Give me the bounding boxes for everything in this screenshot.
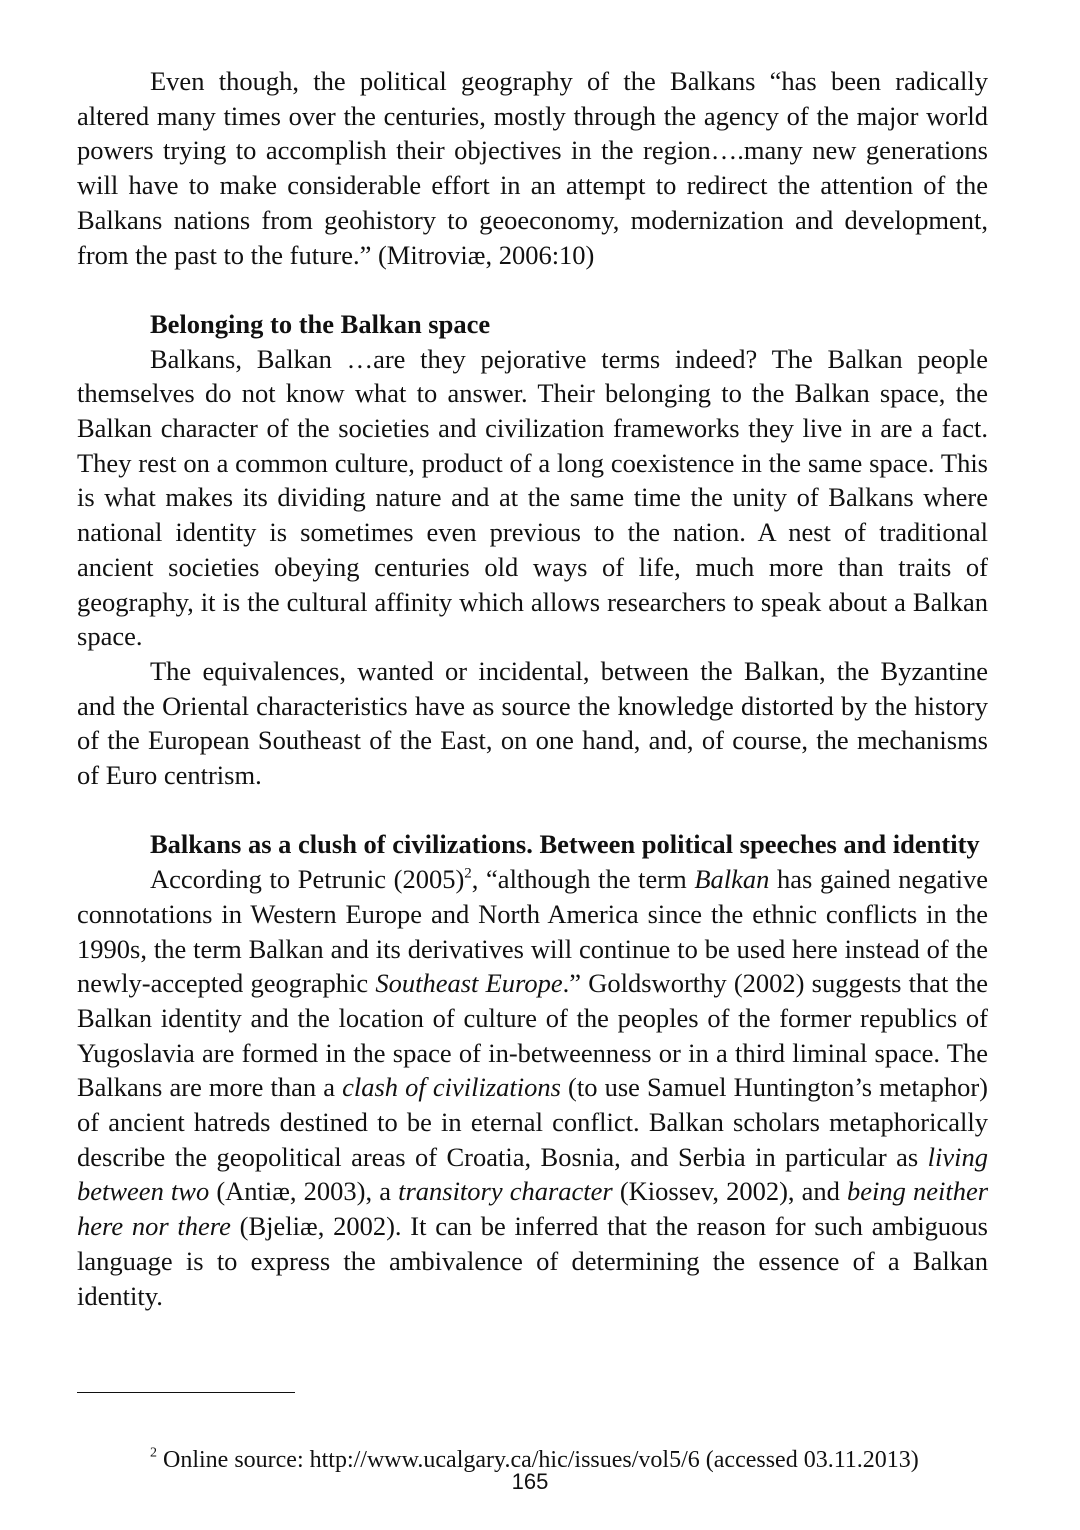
page-number: 165 — [511, 1469, 549, 1494]
section-heading-clash: Balkans as a clush of civilizations. Between political speeches and identity — [150, 829, 980, 860]
text-run: (Antiæ, 2003), a — [209, 1176, 399, 1207]
italic-term: Southeast Europe — [375, 968, 563, 999]
text-run: (to use Samuel Huntington’s metaphor) of ancient hatreds destined to be in eternal conflict. Balkan scholars metaphorically describe the geopolitical areas of Croatia, Bosnia, and Serbia in particular as — [77, 1072, 989, 1172]
spacer — [77, 793, 988, 828]
footnote-divider — [77, 1392, 295, 1393]
italic-term: clash of civilizations — [342, 1072, 561, 1103]
italic-term: Balkan — [694, 864, 770, 895]
text-run: (Bjeliæ, 2002). It can be inferred that the reason for such ambiguous language is to express the ambivalence of determining the essence of a Balkan identity. — [77, 1211, 988, 1311]
italic-term: transitory character — [398, 1176, 613, 1207]
intro-paragraph: Even though, the political geography of the Balkans “has been radically altered many times over the centuries, mostly through the agency of the major world powers trying to accomplish their objectives in the region….many new generations will have to make considerable effort in an attempt to redirect the attention of the Balkans nations from geohistory to geoeconomy, modernization and development, from the past to the future.” (Mitroviæ, 2006:10) — [77, 66, 988, 270]
footnote-reference: 2 — [464, 865, 472, 882]
text-run: , “although the term — [471, 864, 695, 895]
belonging-paragraph-2: The equivalences, wanted or incidental, between the Balkan, the Byzantine and the Oriental characteristics have as source the knowledge distorted by the history of the European Southeast of the East, on one hand, and, of course, the mechanisms of Euro centrism. — [77, 655, 988, 791]
text-run: .” Goldsworthy (2002) suggests that the Balkan identity and the location of culture of the peoples of the former republics of Yugoslavia are formed in the space of in-betweenness or in a third liminal space. The Balkans are more than a — [77, 968, 988, 1103]
section-heading-belonging: Belonging to the Balkan space — [150, 308, 491, 339]
italic-term: being neither here nor there — [77, 1176, 989, 1242]
clash-paragraph — [77, 862, 988, 1313]
belonging-paragraph-1: Balkans, Balkan …are they pejorative terms indeed? The Balkan people themselves do not know what to answer. Their belonging to the Balkan space, the Balkan character of the societies and civilization frameworks they live in are a fact. They rest on a common culture, product of a long coexistence in the same space. This is what makes its dividing nature and at the same time the unity of Balkans where national identity is sometimes even previous to the nation. A nest of traditional ancient societies obeying centuries old ways of life, much more than traits of geography, it is the cultural affinity which allows researchers to speak about a Balkan space. — [77, 343, 988, 652]
text-run: has gained negative connotations in Western Europe and North America since the ethnic conflicts in the 1990s, the term Balkan and its derivatives will continue to be used here instead of the newly-accepted geographic — [77, 864, 988, 999]
footnote-marker: 2 — [150, 1445, 157, 1461]
text-run: According to Petrunic (2005) — [150, 864, 465, 895]
footnote-text: Online source: http://www.ucalgary.ca/hic/issues/vol5/6 (accessed 03.11.2013) — [157, 1447, 919, 1473]
spacer — [77, 272, 988, 307]
page-body — [77, 64, 988, 1313]
italic-term: living between two — [77, 1141, 988, 1207]
text-run: (Kiossev, 2002), and — [612, 1176, 847, 1207]
